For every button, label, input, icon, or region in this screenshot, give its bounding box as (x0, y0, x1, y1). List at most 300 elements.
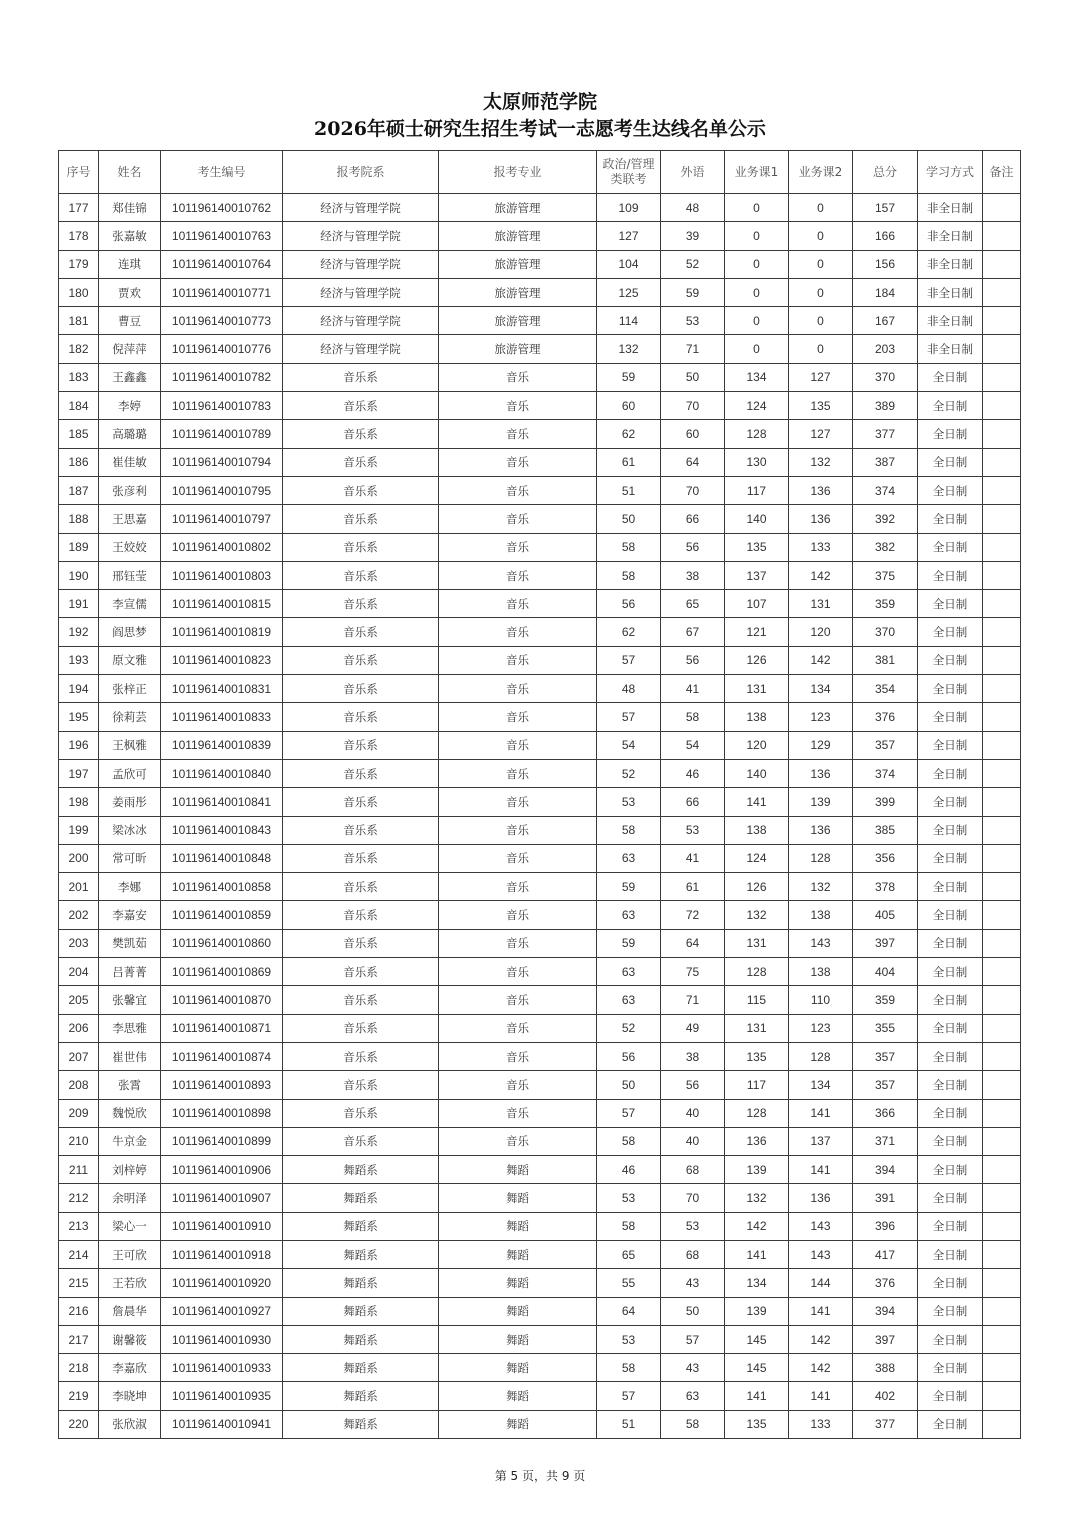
cell-course2: 0 (789, 194, 853, 222)
table-row (59, 448, 1021, 476)
cell-exam_id: 101196140010763 (161, 222, 283, 250)
cell-note (983, 307, 1021, 335)
cell-exam_id: 101196140010935 (161, 1382, 283, 1410)
cell-total: 381 (853, 646, 918, 674)
cell-course2: 138 (789, 901, 853, 929)
cell-course1: 134 (725, 1269, 789, 1297)
cell-note (983, 986, 1021, 1014)
cell-course2: 0 (789, 222, 853, 250)
cell-course1: 140 (725, 759, 789, 787)
cell-total: 388 (853, 1354, 918, 1382)
cell-exam_id: 101196140010762 (161, 194, 283, 222)
cell-course2: 133 (789, 533, 853, 561)
cell-dept: 经济与管理学院 (283, 194, 439, 222)
cell-mode: 全日制 (918, 561, 983, 589)
cell-no: 194 (59, 675, 99, 703)
cell-major: 音乐 (439, 363, 597, 391)
cell-major: 舞蹈 (439, 1325, 597, 1353)
cell-dept: 舞蹈系 (283, 1212, 439, 1240)
cell-major: 舞蹈 (439, 1354, 597, 1382)
cell-major: 音乐 (439, 448, 597, 476)
cell-note (983, 788, 1021, 816)
cell-course2: 142 (789, 561, 853, 589)
cell-politics: 46 (597, 1156, 661, 1184)
table-row (59, 561, 1021, 589)
page-footer: 第 5 页，共 9 页 (494, 1469, 586, 1483)
cell-no: 216 (59, 1297, 99, 1325)
cell-total: 357 (853, 1071, 918, 1099)
cell-no: 184 (59, 392, 99, 420)
cell-note (983, 392, 1021, 420)
cell-note (983, 1410, 1021, 1438)
table-row (59, 533, 1021, 561)
cell-name: 常可昕 (99, 844, 161, 872)
table-row (59, 986, 1021, 1014)
cell-politics: 57 (597, 703, 661, 731)
cell-course2: 143 (789, 1240, 853, 1268)
cell-foreign: 65 (661, 590, 725, 618)
cell-course2: 131 (789, 590, 853, 618)
cell-politics: 64 (597, 1297, 661, 1325)
table-row (59, 1212, 1021, 1240)
cell-major: 舞蹈 (439, 1156, 597, 1184)
cell-dept: 音乐系 (283, 505, 439, 533)
cell-major: 音乐 (439, 675, 597, 703)
cell-dept: 音乐系 (283, 363, 439, 391)
cell-politics: 57 (597, 1099, 661, 1127)
cell-mode: 全日制 (918, 392, 983, 420)
cell-no: 219 (59, 1382, 99, 1410)
cell-dept: 经济与管理学院 (283, 222, 439, 250)
cell-foreign: 58 (661, 1410, 725, 1438)
cell-mode: 非全日制 (918, 222, 983, 250)
cell-foreign: 64 (661, 929, 725, 957)
cell-note (983, 1212, 1021, 1240)
cell-course2: 0 (789, 335, 853, 363)
cell-mode: 全日制 (918, 618, 983, 646)
cell-name: 李嘉安 (99, 901, 161, 929)
cell-exam_id: 101196140010833 (161, 703, 283, 731)
cell-politics: 58 (597, 1127, 661, 1155)
cell-major: 旅游管理 (439, 194, 597, 222)
cell-exam_id: 101196140010795 (161, 476, 283, 504)
cell-name: 张嘉敏 (99, 222, 161, 250)
table-row (59, 759, 1021, 787)
cell-mode: 全日制 (918, 788, 983, 816)
cell-exam_id: 101196140010803 (161, 561, 283, 589)
header-note: 备注 (983, 151, 1021, 194)
cell-course2: 136 (789, 759, 853, 787)
cell-exam_id: 101196140010841 (161, 788, 283, 816)
cell-politics: 109 (597, 194, 661, 222)
cell-foreign: 53 (661, 1212, 725, 1240)
cell-dept: 舞蹈系 (283, 1297, 439, 1325)
table-row (59, 929, 1021, 957)
cell-course2: 144 (789, 1269, 853, 1297)
cell-exam_id: 101196140010930 (161, 1325, 283, 1353)
cell-dept: 经济与管理学院 (283, 335, 439, 363)
cell-course1: 126 (725, 873, 789, 901)
cell-mode: 全日制 (918, 448, 983, 476)
cell-politics: 61 (597, 448, 661, 476)
cell-mode: 全日制 (918, 1099, 983, 1127)
table-row (59, 1099, 1021, 1127)
cell-mode: 全日制 (918, 1212, 983, 1240)
cell-politics: 56 (597, 1042, 661, 1070)
cell-exam_id: 101196140010764 (161, 250, 283, 278)
cell-course2: 128 (789, 1042, 853, 1070)
cell-dept: 音乐系 (283, 420, 439, 448)
cell-politics: 114 (597, 307, 661, 335)
cell-exam_id: 101196140010870 (161, 986, 283, 1014)
cell-major: 音乐 (439, 901, 597, 929)
cell-major: 旅游管理 (439, 278, 597, 306)
header-course2: 业务课2 (789, 151, 853, 194)
cell-mode: 全日制 (918, 901, 983, 929)
cell-major: 舞蹈 (439, 1410, 597, 1438)
cell-course1: 115 (725, 986, 789, 1014)
cell-course2: 123 (789, 1014, 853, 1042)
cell-name: 李婷 (99, 392, 161, 420)
cell-course1: 120 (725, 731, 789, 759)
cell-mode: 全日制 (918, 1014, 983, 1042)
header-mode: 学习方式 (918, 151, 983, 194)
document-title: 太原师范学院 (482, 91, 597, 113)
cell-exam_id: 101196140010823 (161, 646, 283, 674)
cell-exam_id: 101196140010918 (161, 1240, 283, 1268)
cell-dept: 音乐系 (283, 986, 439, 1014)
cell-course2: 134 (789, 675, 853, 703)
cell-total: 389 (853, 392, 918, 420)
cell-major: 音乐 (439, 618, 597, 646)
cell-note (983, 1156, 1021, 1184)
cell-mode: 全日制 (918, 1127, 983, 1155)
table-row (59, 788, 1021, 816)
table-row (59, 1269, 1021, 1297)
cell-foreign: 43 (661, 1354, 725, 1382)
cell-foreign: 41 (661, 675, 725, 703)
cell-no: 187 (59, 476, 99, 504)
cell-course2: 135 (789, 392, 853, 420)
cell-foreign: 56 (661, 1071, 725, 1099)
cell-no: 217 (59, 1325, 99, 1353)
cell-foreign: 68 (661, 1240, 725, 1268)
cell-mode: 全日制 (918, 1269, 983, 1297)
cell-name: 王思嘉 (99, 505, 161, 533)
cell-politics: 59 (597, 929, 661, 957)
cell-mode: 全日制 (918, 703, 983, 731)
cell-total: 394 (853, 1297, 918, 1325)
cell-mode: 非全日制 (918, 278, 983, 306)
table-row (59, 816, 1021, 844)
cell-exam_id: 101196140010910 (161, 1212, 283, 1240)
table-row (59, 505, 1021, 533)
cell-foreign: 41 (661, 844, 725, 872)
cell-total: 354 (853, 675, 918, 703)
cell-dept: 音乐系 (283, 1127, 439, 1155)
cell-exam_id: 101196140010839 (161, 731, 283, 759)
cell-major: 舞蹈 (439, 1382, 597, 1410)
cell-course1: 137 (725, 561, 789, 589)
cell-politics: 52 (597, 759, 661, 787)
table-row (59, 1382, 1021, 1410)
cell-politics: 63 (597, 958, 661, 986)
cell-note (983, 929, 1021, 957)
cell-total: 374 (853, 759, 918, 787)
cell-total: 385 (853, 816, 918, 844)
cell-no: 185 (59, 420, 99, 448)
cell-exam_id: 101196140010831 (161, 675, 283, 703)
cell-dept: 音乐系 (283, 1014, 439, 1042)
cell-no: 206 (59, 1014, 99, 1042)
cell-note (983, 1382, 1021, 1410)
table-row (59, 1297, 1021, 1325)
cell-note (983, 278, 1021, 306)
cell-politics: 104 (597, 250, 661, 278)
cell-no: 214 (59, 1240, 99, 1268)
cell-total: 397 (853, 929, 918, 957)
cell-course1: 0 (725, 222, 789, 250)
cell-note (983, 335, 1021, 363)
cell-foreign: 75 (661, 958, 725, 986)
cell-name: 贾欢 (99, 278, 161, 306)
cell-course1: 138 (725, 703, 789, 731)
header-dept: 报考院系 (283, 151, 439, 194)
cell-note (983, 533, 1021, 561)
cell-major: 旅游管理 (439, 335, 597, 363)
cell-politics: 58 (597, 1212, 661, 1240)
cell-exam_id: 101196140010869 (161, 958, 283, 986)
cell-note (983, 476, 1021, 504)
cell-course1: 132 (725, 901, 789, 929)
cell-politics: 57 (597, 1382, 661, 1410)
cell-no: 178 (59, 222, 99, 250)
cell-name: 梁心一 (99, 1212, 161, 1240)
cell-course1: 128 (725, 958, 789, 986)
cell-major: 音乐 (439, 816, 597, 844)
cell-foreign: 66 (661, 505, 725, 533)
cell-dept: 舞蹈系 (283, 1269, 439, 1297)
cell-course2: 128 (789, 844, 853, 872)
cell-dept: 音乐系 (283, 448, 439, 476)
cell-no: 204 (59, 958, 99, 986)
table-row (59, 1042, 1021, 1070)
cell-course1: 136 (725, 1127, 789, 1155)
cell-note (983, 194, 1021, 222)
table-row (59, 873, 1021, 901)
cell-major: 舞蹈 (439, 1240, 597, 1268)
cell-exam_id: 101196140010871 (161, 1014, 283, 1042)
cell-total: 376 (853, 1269, 918, 1297)
cell-major: 音乐 (439, 392, 597, 420)
header-no: 序号 (59, 151, 99, 194)
cell-exam_id: 101196140010794 (161, 448, 283, 476)
cell-dept: 经济与管理学院 (283, 250, 439, 278)
cell-course1: 141 (725, 1240, 789, 1268)
cell-name: 徐莉芸 (99, 703, 161, 731)
cell-foreign: 64 (661, 448, 725, 476)
cell-exam_id: 101196140010843 (161, 816, 283, 844)
cell-course2: 141 (789, 1156, 853, 1184)
cell-name: 王姣姣 (99, 533, 161, 561)
cell-dept: 音乐系 (283, 703, 439, 731)
cell-no: 201 (59, 873, 99, 901)
cell-note (983, 1354, 1021, 1382)
cell-note (983, 1127, 1021, 1155)
cell-exam_id: 101196140010898 (161, 1099, 283, 1127)
cell-major: 音乐 (439, 1071, 597, 1099)
cell-note (983, 448, 1021, 476)
cell-total: 184 (853, 278, 918, 306)
cell-name: 梁冰冰 (99, 816, 161, 844)
cell-mode: 非全日制 (918, 250, 983, 278)
cell-exam_id: 101196140010776 (161, 335, 283, 363)
cell-note (983, 731, 1021, 759)
table-row (59, 1410, 1021, 1438)
cell-dept: 音乐系 (283, 844, 439, 872)
cell-mode: 全日制 (918, 731, 983, 759)
cell-total: 371 (853, 1127, 918, 1155)
cell-course2: 138 (789, 958, 853, 986)
table-row (59, 363, 1021, 391)
cell-foreign: 50 (661, 1297, 725, 1325)
cell-exam_id: 101196140010858 (161, 873, 283, 901)
cell-dept: 音乐系 (283, 731, 439, 759)
cell-exam_id: 101196140010802 (161, 533, 283, 561)
cell-politics: 65 (597, 1240, 661, 1268)
cell-dept: 音乐系 (283, 590, 439, 618)
cell-exam_id: 101196140010860 (161, 929, 283, 957)
cell-exam_id: 101196140010920 (161, 1269, 283, 1297)
cell-mode: 全日制 (918, 646, 983, 674)
cell-mode: 全日制 (918, 816, 983, 844)
cell-total: 387 (853, 448, 918, 476)
cell-major: 音乐 (439, 929, 597, 957)
cell-no: 189 (59, 533, 99, 561)
cell-no: 186 (59, 448, 99, 476)
cell-note (983, 1042, 1021, 1070)
cell-course1: 117 (725, 1071, 789, 1099)
cell-total: 357 (853, 1042, 918, 1070)
cell-politics: 132 (597, 335, 661, 363)
cell-total: 370 (853, 618, 918, 646)
cell-major: 音乐 (439, 1099, 597, 1127)
cell-no: 181 (59, 307, 99, 335)
cell-note (983, 901, 1021, 929)
cell-foreign: 72 (661, 901, 725, 929)
table-row (59, 1240, 1021, 1268)
cell-major: 音乐 (439, 986, 597, 1014)
cell-note (983, 1269, 1021, 1297)
cell-course1: 135 (725, 1410, 789, 1438)
table-row (59, 1127, 1021, 1155)
cell-foreign: 63 (661, 1382, 725, 1410)
cell-course1: 141 (725, 788, 789, 816)
cell-exam_id: 101196140010859 (161, 901, 283, 929)
cell-major: 音乐 (439, 533, 597, 561)
cell-foreign: 53 (661, 307, 725, 335)
cell-course1: 130 (725, 448, 789, 476)
cell-name: 张霄 (99, 1071, 161, 1099)
cell-dept: 音乐系 (283, 561, 439, 589)
cell-name: 谢馨筱 (99, 1325, 161, 1353)
cell-course2: 142 (789, 646, 853, 674)
cell-mode: 全日制 (918, 1184, 983, 1212)
cell-mode: 全日制 (918, 986, 983, 1014)
cell-course1: 140 (725, 505, 789, 533)
cell-course2: 136 (789, 505, 853, 533)
cell-course1: 0 (725, 194, 789, 222)
cell-foreign: 50 (661, 363, 725, 391)
cell-exam_id: 101196140010927 (161, 1297, 283, 1325)
cell-course2: 0 (789, 278, 853, 306)
cell-name: 李晓坤 (99, 1382, 161, 1410)
cell-name: 张欣淑 (99, 1410, 161, 1438)
cell-dept: 舞蹈系 (283, 1184, 439, 1212)
document-subtitle: 2026年硕士研究生招生考试一志愿考生达线名单公示 (314, 118, 766, 140)
cell-politics: 52 (597, 1014, 661, 1042)
cell-politics: 58 (597, 816, 661, 844)
cell-course1: 128 (725, 1099, 789, 1127)
cell-mode: 全日制 (918, 420, 983, 448)
cell-exam_id: 101196140010899 (161, 1127, 283, 1155)
cell-note (983, 646, 1021, 674)
cell-mode: 全日制 (918, 1071, 983, 1099)
cell-mode: 非全日制 (918, 335, 983, 363)
cell-course1: 135 (725, 533, 789, 561)
cell-politics: 50 (597, 1071, 661, 1099)
cell-course1: 117 (725, 476, 789, 504)
cell-no: 213 (59, 1212, 99, 1240)
cell-politics: 62 (597, 420, 661, 448)
table-row (59, 1184, 1021, 1212)
cell-foreign: 70 (661, 476, 725, 504)
cell-foreign: 39 (661, 222, 725, 250)
cell-total: 391 (853, 1184, 918, 1212)
cell-exam_id: 101196140010848 (161, 844, 283, 872)
cell-exam_id: 101196140010907 (161, 1184, 283, 1212)
cell-course2: 132 (789, 448, 853, 476)
cell-dept: 舞蹈系 (283, 1410, 439, 1438)
cell-politics: 125 (597, 278, 661, 306)
cell-note (983, 844, 1021, 872)
cell-major: 音乐 (439, 731, 597, 759)
cell-total: 359 (853, 986, 918, 1014)
cell-no: 180 (59, 278, 99, 306)
cell-total: 396 (853, 1212, 918, 1240)
cell-total: 417 (853, 1240, 918, 1268)
cell-name: 王若欣 (99, 1269, 161, 1297)
cell-no: 199 (59, 816, 99, 844)
header-politics: 政治/管理类联考 (597, 151, 661, 194)
cell-foreign: 38 (661, 1042, 725, 1070)
cell-note (983, 1184, 1021, 1212)
cell-total: 375 (853, 561, 918, 589)
cell-exam_id: 101196140010782 (161, 363, 283, 391)
admission-list-table (58, 150, 1021, 1439)
cell-total: 366 (853, 1099, 918, 1127)
cell-mode: 全日制 (918, 1240, 983, 1268)
cell-mode: 全日制 (918, 1382, 983, 1410)
cell-foreign: 58 (661, 703, 725, 731)
cell-dept: 舞蹈系 (283, 1382, 439, 1410)
cell-course2: 0 (789, 307, 853, 335)
cell-foreign: 40 (661, 1099, 725, 1127)
table-row (59, 1071, 1021, 1099)
cell-course1: 0 (725, 250, 789, 278)
cell-major: 音乐 (439, 646, 597, 674)
cell-course1: 134 (725, 363, 789, 391)
